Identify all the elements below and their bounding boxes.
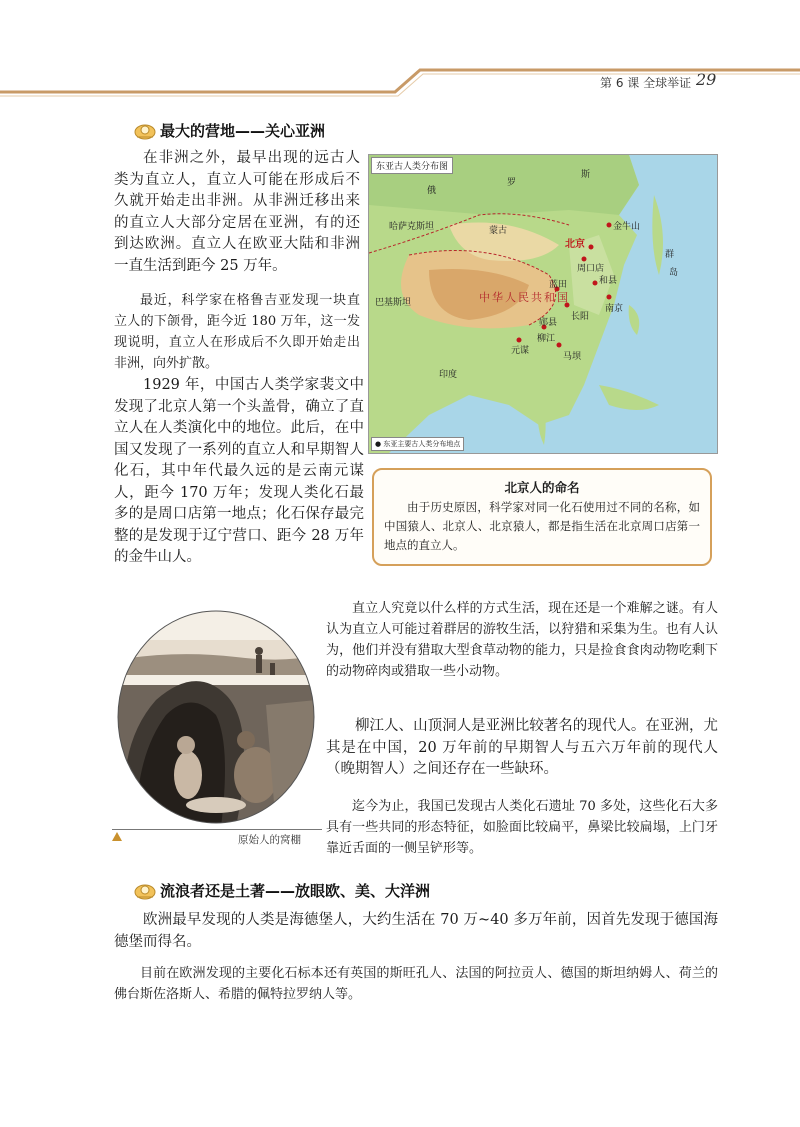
paragraph: 欧洲最早发现的人类是海德堡人，大约生活在 70 万~40 多万年前，因首先发现于德国海德堡而得名。	[114, 912, 718, 950]
map-label: 岛	[669, 268, 679, 278]
map-label: 周口店	[577, 264, 605, 274]
map-label: 马坝	[563, 352, 582, 362]
section-heading-text: 流浪者还是土著——放眼欧、美、大洋洲	[160, 882, 431, 900]
east-asia-map	[368, 154, 718, 454]
paragraph: 目前在欧洲发现的主要化石标本还有英国的斯旺孔人、法国的阿拉贡人、德国的斯坦纳姆人、荷兰的佛台斯佐洛斯人、希腊的佩特拉罗纳人等。	[114, 966, 718, 1002]
map-legend: ● 东亚主要古人类分布地点	[371, 437, 464, 451]
map-title: 东亚古人类分布图	[371, 157, 453, 174]
info-box-body: 由于历史原因，科学家对同一化石使用过不同的名称，如中国猿人、北京人、北京猿人，都是指生活在北京周口店第一地点的直立人。	[384, 500, 700, 552]
map-label: 巴基斯坦	[375, 298, 412, 308]
primitive-shelter-illustration	[116, 605, 316, 827]
globe-badge-icon	[134, 882, 156, 900]
map-label: 群	[665, 250, 675, 260]
section-heading-asia	[134, 120, 325, 141]
globe-badge-icon	[134, 122, 156, 140]
section-heading-text: 最大的营地——关心亚洲	[160, 122, 326, 140]
lesson-header: 第 6 课 全球举证	[600, 76, 692, 90]
map-label: 北京	[565, 239, 585, 250]
map-label: 罗	[507, 178, 517, 188]
paragraph: 在非洲之外，最早出现的远古人类为直立人，直立人可能在形成后不久就开始走出非洲。从非洲迁移出来的直立人大部分定居在亚洲，有的还到达欧洲。直立人在欧亚大陆和非洲一直生活到距今 25 万年。	[114, 150, 360, 274]
section-heading-europe	[134, 880, 430, 901]
map-label: 元谋	[511, 346, 530, 356]
map-label: 长阳	[571, 312, 590, 322]
map-label: 印度	[439, 370, 458, 380]
map-label: 南京	[605, 304, 624, 314]
paragraph: 最近，科学家在格鲁吉亚发现一块直立人的下颌骨，距今近 180 万年，这一发现说明，直立人在形成后不久即开始走出非洲，向外扩散。	[114, 293, 360, 371]
map-label: 哈萨克斯坦	[389, 222, 435, 232]
map-label: 蒙古	[489, 226, 508, 236]
caption-triangle-icon	[112, 832, 122, 841]
map-label: 中华人民共和国	[479, 291, 570, 304]
paragraph: 迄今为止，我国已发现古人类化石遗址 70 多处，这些化石大多具有一些共同的形态特征，如脸面比较扁平，鼻梁比较扁塌，上门牙靠近舌面的一侧呈铲形等。	[326, 799, 718, 856]
paragraph: 1929 年，中国古人类学家裴文中发现了北京人第一个头盖骨，确立了直立人在人类演化中的地位。此后，在中国又发现了一系列的直立人和早期智人化石，其中年代最久远的是云南元谋人，距今 170 万年；发现人类化石最多的是周口店第一地点；化石保存最完整的是发现于辽宁营口、距今 28 万年的金牛山人。	[114, 377, 364, 565]
page-number: 29	[696, 70, 717, 89]
map-label: 郧县	[539, 318, 558, 328]
map-label: 斯	[581, 170, 591, 180]
map-label: 柳江	[537, 334, 556, 344]
info-box-title: 北京人的命名	[504, 480, 580, 495]
map-label: 蓝田	[549, 280, 568, 290]
caption-rule	[112, 829, 322, 830]
map-label: 金牛山	[613, 222, 641, 232]
map-label: 俄	[427, 186, 437, 196]
paragraph: 柳江人、山顶洞人是亚洲比较著名的现代人。在亚洲，尤其是在中国，20 万年前的早期智人与五六万年前的现代人（晚期智人）之间还存在一些缺环。	[326, 718, 718, 777]
info-box	[372, 468, 712, 566]
paragraph: 直立人究竟以什么样的方式生活，现在还是一个难解之谜。有人认为直立人可能过着群居的游牧生活，以狩猎和采集为生。也有人认为，他们并没有猎取大型食草动物的能力，只是捡食食肉动物吃剩下的动物碎肉或猎取一些小动物。	[326, 601, 718, 679]
illustration-caption: 原始人的窝棚	[238, 834, 301, 846]
map-label: 和县	[599, 276, 618, 286]
